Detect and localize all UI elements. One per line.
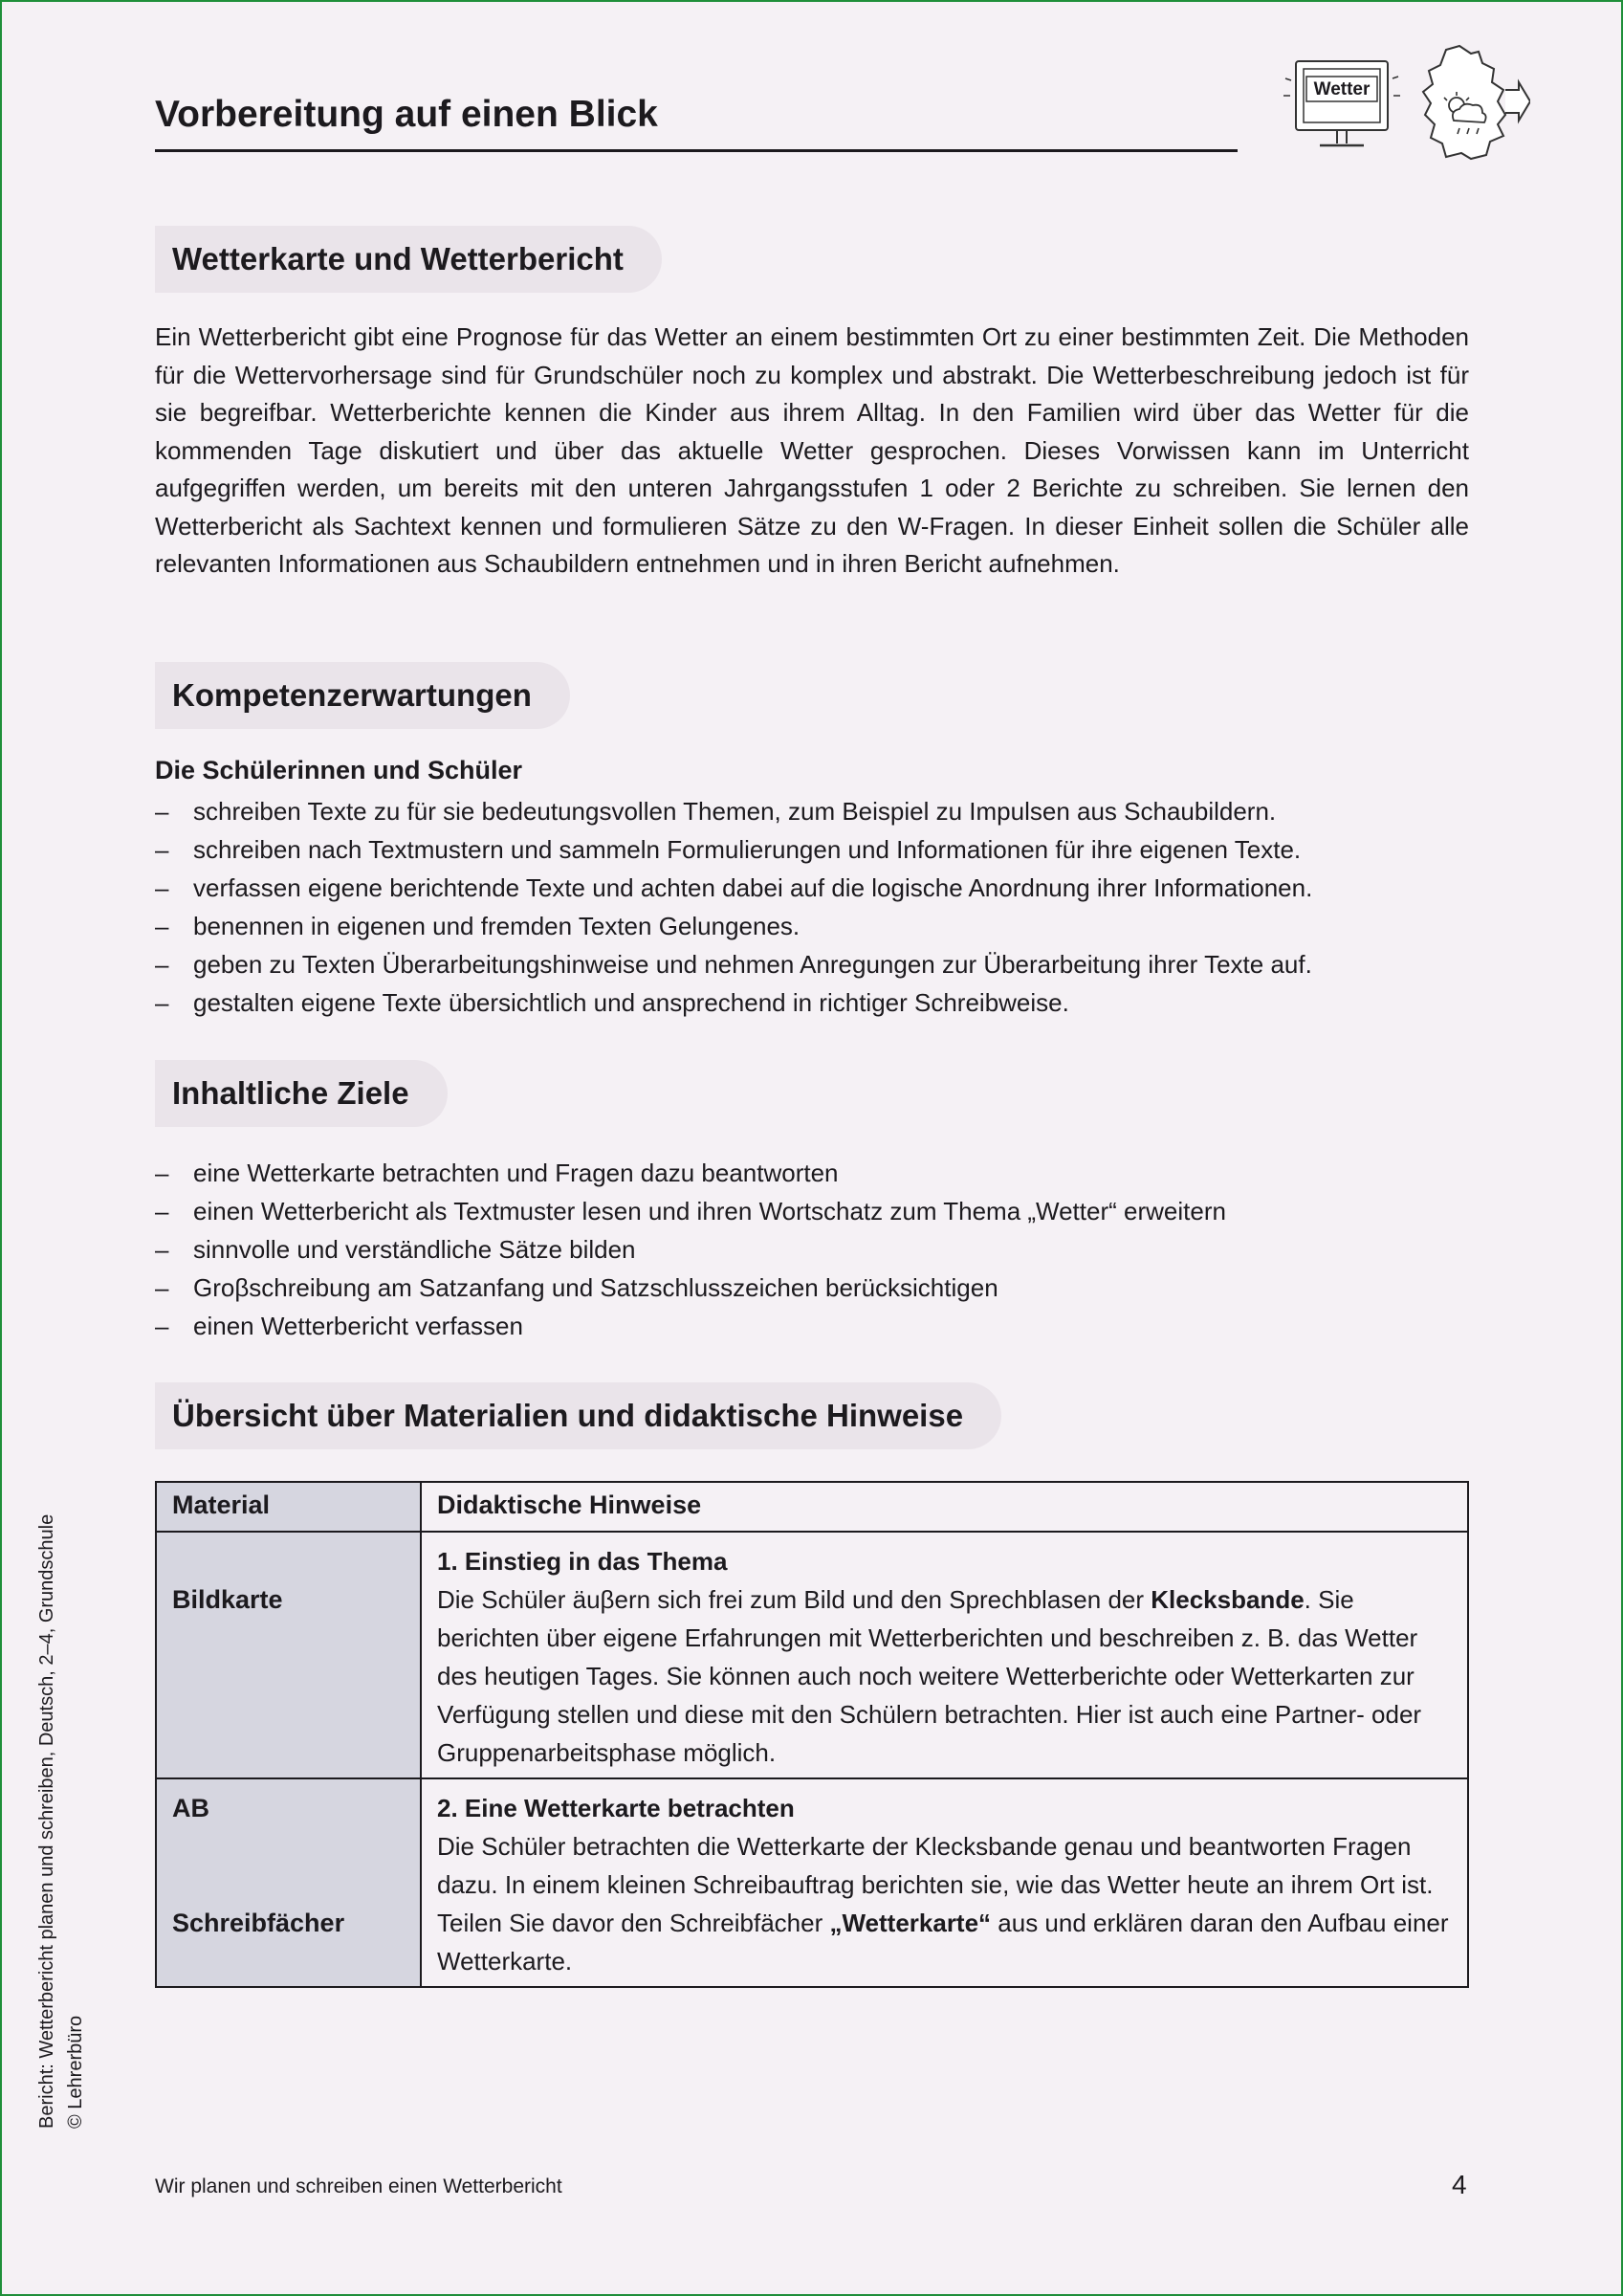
- list-item: – Groβschreibung am Satzanfang und Satzschlusszeichen berücksichtigen: [155, 1273, 998, 1302]
- header-material: Material: [156, 1482, 421, 1532]
- section-heading-kompetenz: Kompetenzerwartungen: [155, 662, 570, 729]
- ziele-list: [155, 1154, 1226, 1345]
- page-title: Vorbereitung auf einen Blick: [155, 94, 658, 135]
- list-item: – geben zu Texten Überarbeitungshinweise und nehmen Anregungen zur Überarbeitung ihrer Texte auf.: [155, 950, 1312, 979]
- monitor-label: Wetter: [1313, 79, 1371, 99]
- material-label: AB: [172, 1794, 209, 1822]
- side-copyright: Bericht: Wetterbericht planen und schreiben, Deutsch, 2–4, Grundschule © Lehrerbüro: [36, 1513, 86, 2129]
- step-title: 2. Eine Wetterkarte betrachten: [437, 1794, 795, 1822]
- title-rule: [155, 149, 1238, 152]
- kompetenz-list: [155, 792, 1312, 1022]
- section-heading-ziele: Inhaltliche Ziele: [155, 1060, 448, 1127]
- page-number: 4: [1452, 2170, 1467, 2199]
- step-title: 1. Einstieg in das Thema: [437, 1547, 728, 1576]
- section-heading-uebersicht: Übersicht über Materialien und didaktische Hinweise: [155, 1382, 1001, 1449]
- material-cell: [156, 1532, 421, 1778]
- step-text: Die Schüler betrachten die Wetterkarte der Klecksbande genau und beantworten Fragen dazu. In einem kleinen Schreibauftrag berichten sie, wie das Wetter heute an ihrem Ort ist. Teilen Sie davor den Schreibfächer „Wetterkarte“ aus und erklären daran den Aufbau einer Wetterkarte.: [437, 1832, 1449, 1976]
- list-item: – einen Wetterbericht als Textmuster lesen und ihren Wortschatz zum Thema „Wetter“ erweitern: [155, 1197, 1226, 1225]
- table-row: [156, 1532, 1468, 1778]
- list-item: – verfassen eigene berichtende Texte und achten dabei auf die logische Anordnung ihrer Informationen.: [155, 873, 1313, 902]
- material-label: Schreibfächer: [172, 1909, 345, 1937]
- list-item: – gestalten eigene Texte übersichtlich und ansprechend in richtiger Schreibweise.: [155, 988, 1069, 1017]
- material-cell: [156, 1778, 421, 1987]
- map-weather-icon: [1423, 46, 1530, 159]
- material-label: Bildkarte: [172, 1585, 283, 1614]
- list-item: – schreiben nach Textmustern und sammeln Formulierungen und Informationen für ihre eigenen Texte.: [155, 835, 1302, 864]
- step-text: Die Schüler äuβern sich frei zum Bild und den Sprechblasen der Klecksbande. Sie berichten über eigene Erfahrungen mit Wetterberichten und beschreiben z. B. das Wetter des heutigen Tages. Sie können auch noch weitere Wetterberichte oder Wetterkarten zur Verfügung stellen und diese mit den Schülern betrachten. Hier ist auch eine Partner- oder Gruppenarbeitsphase möglich.: [437, 1585, 1422, 1767]
- section-heading-wetterkarte: Wetterkarte und Wetterbericht: [155, 226, 662, 293]
- hinweis-cell: [421, 1532, 1468, 1778]
- materials-table: [155, 1481, 1469, 1988]
- list-item: – einen Wetterbericht verfassen: [155, 1312, 523, 1340]
- table-header-row: [156, 1482, 1468, 1532]
- intro-paragraph: Ein Wetterbericht gibt eine Prognose für das Wetter an einem bestimmten Ort zu einer bestimmten Zeit. Die Methoden für die Wettervorhersage sind für Grundschüler noch zu komplex und abstrakt. Die Wetterbeschreibung jedoch ist für sie begreifbar. Wetterberichte kennen die Kinder aus ihrem Alltag. In den Familien wird über das Wetter für die kommenden Tage diskutiert und über das aktuelle Wetter gesprochen. Dieses Vorwissen kann im Unterricht aufgegriffen werden, um bereits mit den unteren Jahrgangsstufen 1 oder 2 Berichte zu schreiben. Sie lernen den Wetterbericht als Sachtext kennen und formulieren Sätze zu den W-Fragen. In dieser Einheit sollen die Schüler alle relevanten Informationen aus Schaubildern entnehmen und in ihren Bericht aufnehmen.: [155, 322, 1469, 578]
- list-item: – sinnvolle und verständliche Sätze bilden: [155, 1235, 636, 1264]
- footer-title: Wir planen und schreiben einen Wetterbericht: [155, 2175, 562, 2197]
- list-item: – benennen in eigenen und fremden Texten Gelungenes.: [155, 912, 801, 940]
- list-item: – schreiben Texte zu für sie bedeutungsvollen Themen, zum Beispiel zu Impulsen aus Schaubildern.: [155, 797, 1277, 826]
- table-row: [156, 1778, 1468, 1987]
- kompetenz-subheading: Die Schülerinnen und Schüler: [155, 756, 523, 784]
- list-item: – eine Wetterkarte betrachten und Fragen dazu beantworten: [155, 1159, 839, 1187]
- hinweis-cell: [421, 1778, 1468, 1987]
- header-hinweise: Didaktische Hinweise: [421, 1482, 1468, 1532]
- monitor-icon: [1283, 61, 1400, 145]
- weather-icons: [1282, 42, 1530, 166]
